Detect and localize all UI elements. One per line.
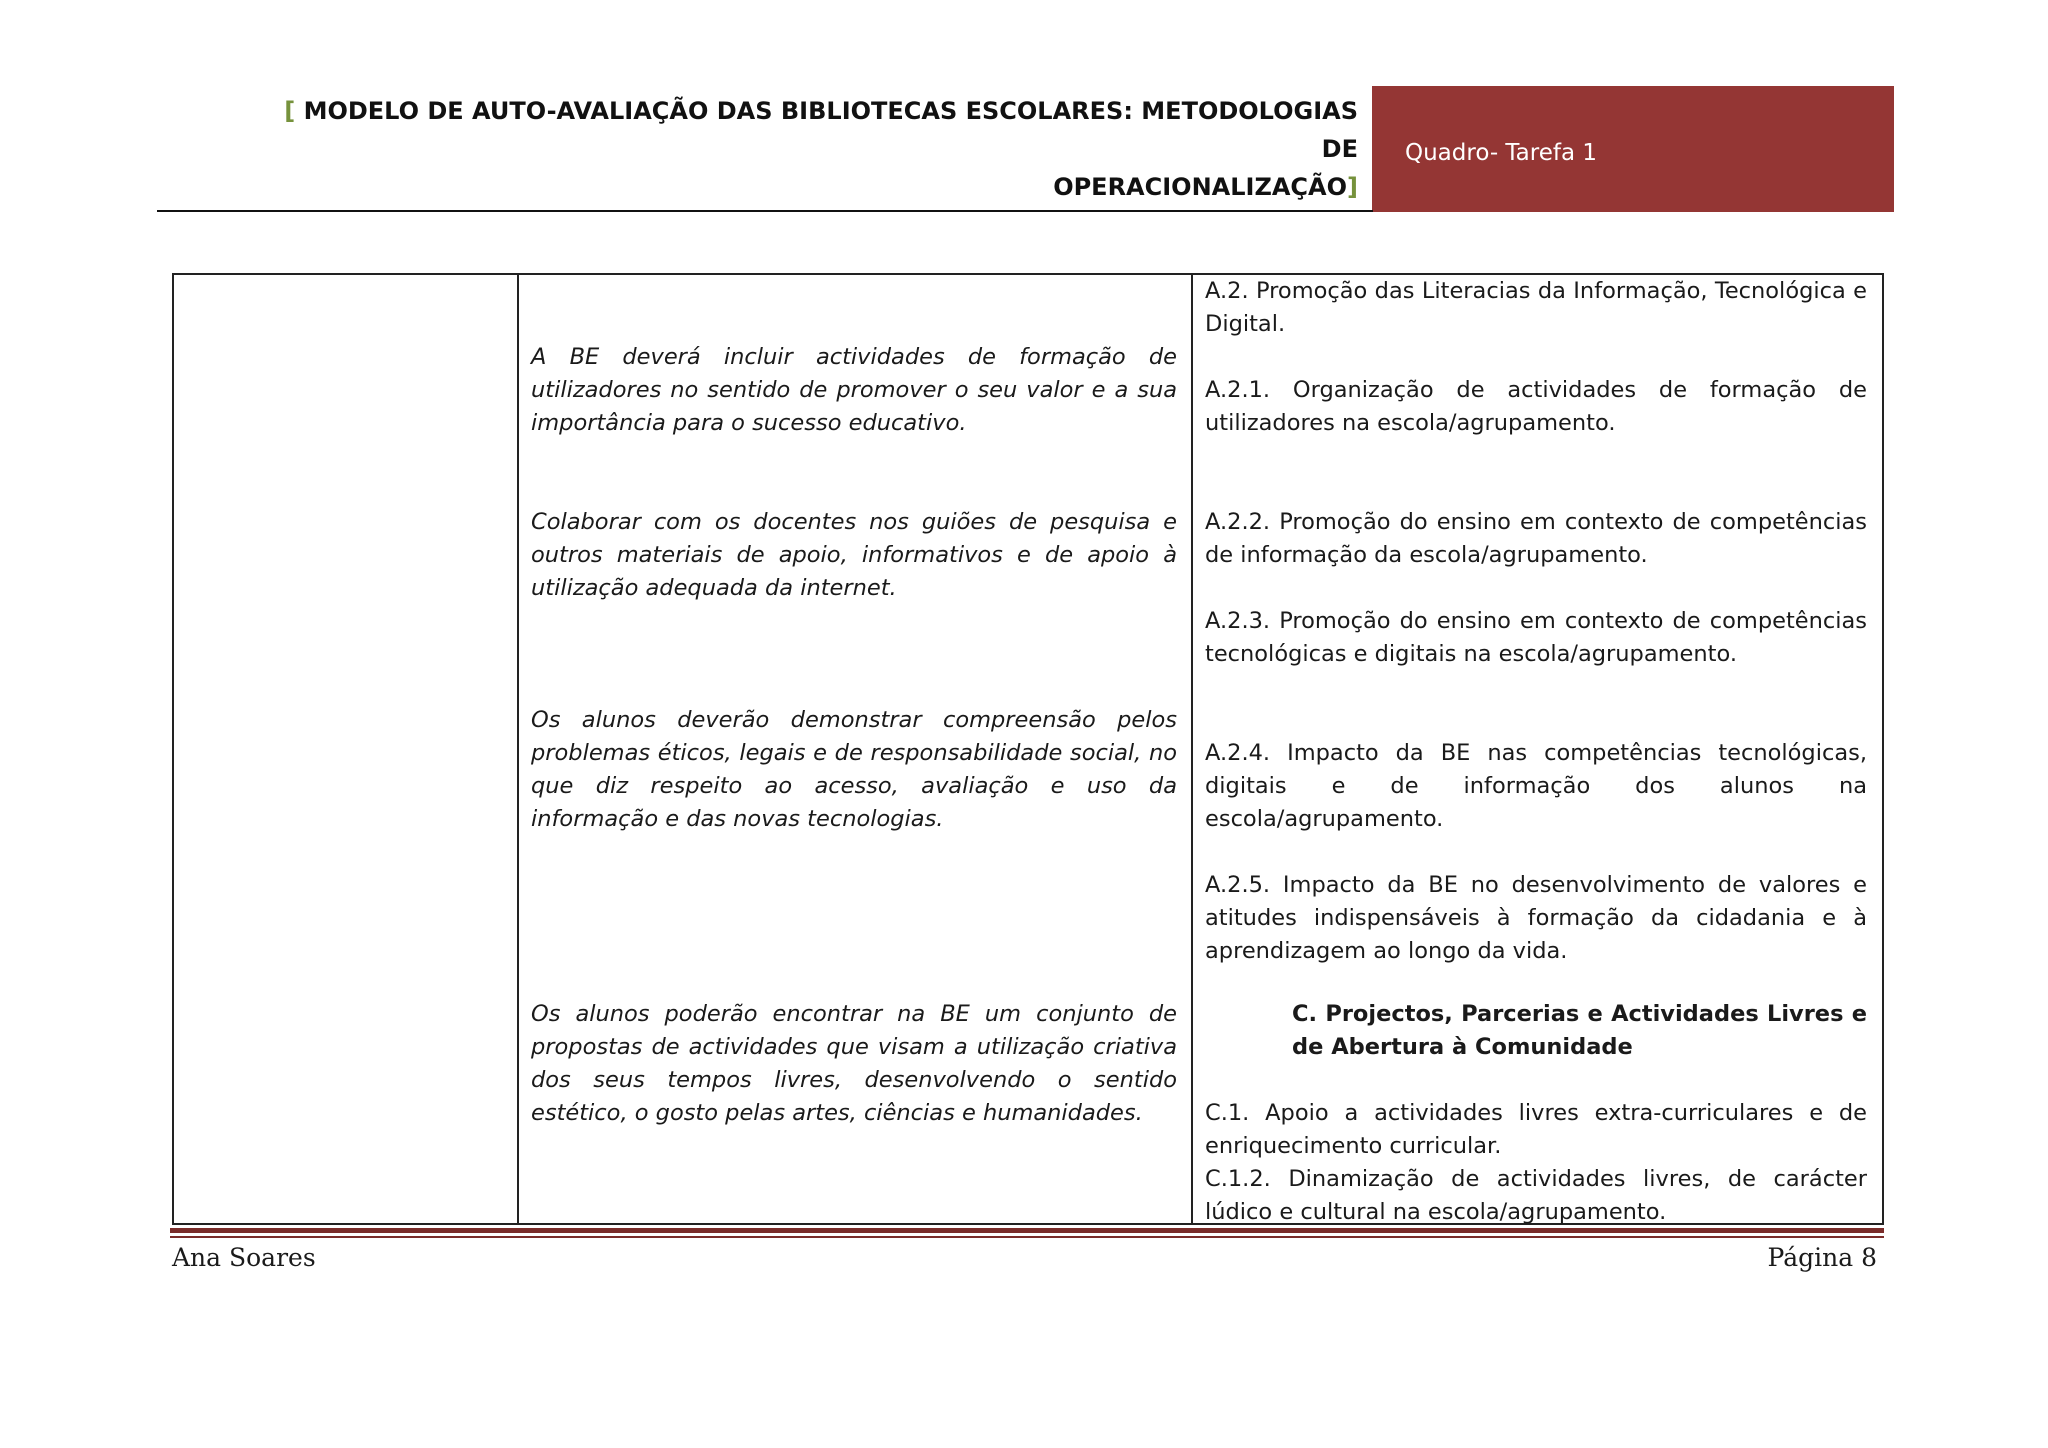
footer-page-number: Página 8 [1767, 1243, 1877, 1272]
col3-item-a25: A.2.5. Impacto da BE no desenvolvimento de valores e atitudes indispensáveis à formação da cidadania e à aprendizagem ao longo da vida. [1205, 872, 1867, 964]
col3-item-c12: C.1.2. Dinamização de actividades livres, de carácter lúdico e cultural na escola/agrupamento. [1205, 1166, 1867, 1225]
col2-paragraph-4: Os alunos poderão encontrar na BE um conjunto de propostas de actividades que visam a utilização criativa dos seus tempos livres, desenvolvendo o sentido estético, o gosto pelas artes, ciências e humanidades. [531, 1001, 1177, 1126]
column-divider-2 [1191, 275, 1193, 1223]
bracket-close: ] [1347, 173, 1358, 201]
col3-item-a21: A.2.1. Organização de actividades de formação de utilizadores na escola/agrupamento. [1205, 377, 1867, 436]
col3-item-a23: A.2.3. Promoção do ensino em contexto de competências tecnológicas e digitais na escola/agrupamento. [1205, 608, 1867, 667]
footer-rule-thin [170, 1236, 1884, 1238]
col2-paragraph-2: Colaborar com os docentes nos guiões de pesquisa e outros materiais de apoio, informativos e de apoio à utilização adequada da internet. [531, 509, 1177, 601]
footer-author: Ana Soares [172, 1243, 316, 1272]
bracket-open: [ [284, 97, 296, 125]
col2-paragraph-3: Os alunos deverão demonstrar compreensão pelos problemas éticos, legais e de responsabilidade social, no que diz respeito ao acesso, avaliação e uso da informação e das novas tecnologias. [531, 707, 1177, 832]
header-rule [157, 210, 1373, 212]
header-title-line2 [240, 168, 1358, 206]
col3-item-a22: A.2.2. Promoção do ensino em contexto de competências de informação da escola/agrupamento. [1205, 509, 1867, 568]
header-title-line1 [240, 92, 1358, 168]
col2-paragraph-1: A BE deverá incluir actividades de formação de utilizadores no sentido de promover o seu valor e a sua importância para o sucesso educativo. [531, 344, 1177, 436]
col3-item-a24: A.2.4. Impacto da BE nas competências tecnológicas, digitais e de informação dos alunos na escola/agrupamento. [1205, 740, 1867, 832]
col3-section-c-heading: C. Projectos, Parcerias e Actividades Livres e de Abertura à Comunidade [1292, 1001, 1867, 1060]
header-tag-box [1372, 86, 1894, 212]
column-divider-1 [517, 275, 519, 1223]
title-line1-text: MODELO DE AUTO-AVALIAÇÃO DAS BIBLIOTECAS ESCOLARES: METODOLOGIAS DE [303, 97, 1358, 163]
col3-item-c1: C.1. Apoio a actividades livres extra-curriculares e de enriquecimento curricular. [1205, 1100, 1867, 1159]
content-table [172, 273, 1884, 1225]
document-header-title [240, 92, 1358, 206]
title-line2-text: OPERACIONALIZAÇÃO [1053, 173, 1348, 201]
header-tag-label: Quadro- Tarefa 1 [1405, 140, 1598, 166]
footer-rule-thick [170, 1228, 1884, 1233]
col3-item-a2: A.2. Promoção das Literacias da Informação, Tecnológica e Digital. [1205, 278, 1867, 337]
